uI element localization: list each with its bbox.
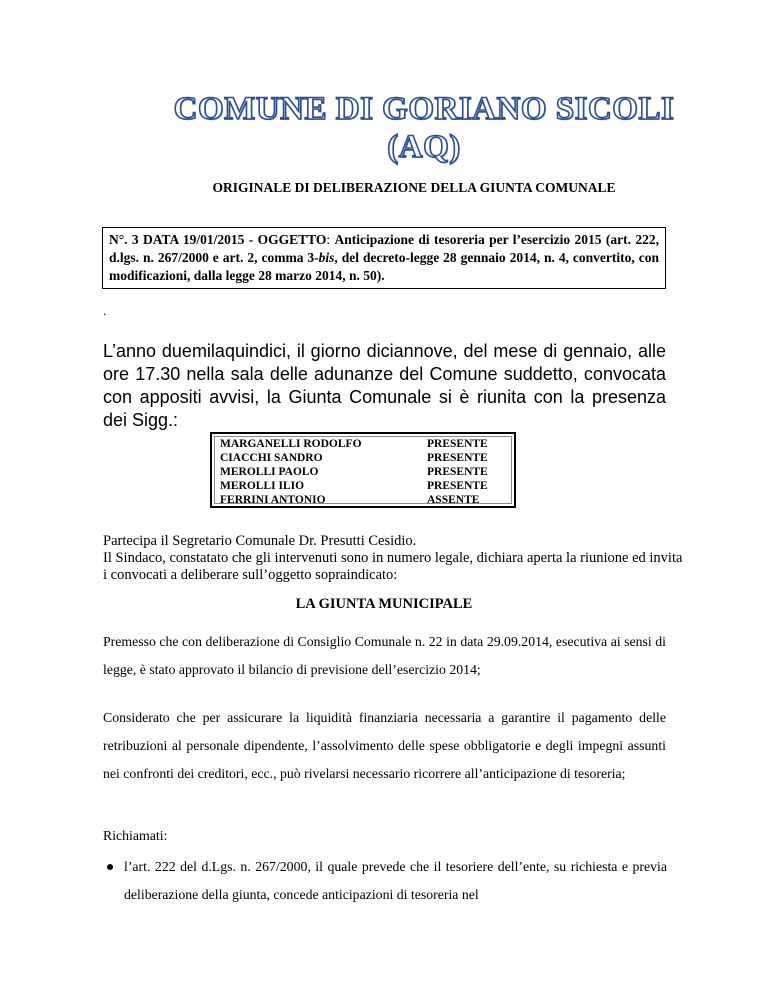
attendee-name: CIACCHI SANDRO: [220, 452, 323, 464]
oggetto-text-bis: bis: [318, 250, 335, 265]
attendee-status: PRESENTE: [427, 480, 488, 492]
attendance-row: [220, 465, 510, 479]
giunta-heading: LA GIUNTA MUNICIPALE: [295, 596, 473, 612]
attendee-name: MEROLLI PAOLO: [220, 466, 319, 478]
attendance-row: [220, 479, 510, 493]
stray-dot: .: [103, 303, 107, 318]
list-item-text: l’art. 222 del d.Lgs. n. 267/2000, il quale prevede che il tesoriere dell’ente, su richiesta e previa deliberazione della giunta, concede anticipazioni di tesoreria nel: [124, 859, 667, 902]
attendee-name: MEROLLI ILIO: [220, 480, 305, 492]
intro-paragraph: L’anno duemilaquindici, il giorno diciannove, del mese di gennaio, alle ore 17.30 nella sala delle adunanze del Comune suddetto, convocata con appositi avvisi, la Giunta Comunale si è riunita con la presenza dei Sigg.:: [103, 341, 666, 430]
attendee-name: MARGANELLI RODOLFO: [220, 438, 362, 450]
document-subtitle: ORIGINALE DI DELIBERAZIONE DELLA GIUNTA COMUNALE: [212, 180, 616, 195]
attendee-status: ASSENTE: [427, 494, 480, 506]
attendee-status: PRESENTE: [427, 438, 488, 450]
segretario-line: Partecipa il Segretario Comunale Dr. Presutti Cesidio.: [103, 533, 417, 549]
attendee-status: PRESENTE: [427, 466, 488, 478]
considerato-paragraph: Considerato che per assicurare la liquidità finanziaria necessaria a garantire il pagamento delle retribuzioni al personale dipendente, l’assolvimento delle spese obbligatorie e degli impegni assunti nei confronti dei creditori, ecc., può rivelarsi necessario ricorrere all’anticipazione di tesoreria;: [103, 710, 666, 781]
attendance-row: [220, 451, 510, 465]
oggetto-text-b: , del decreto-legge 28 gennaio 2014, n. 4, convertito, con modificazioni, dalla legge 28 marzo 2014, n. 50).: [109, 250, 659, 283]
title-line-2: (AQ): [387, 129, 461, 165]
attendance-row: [220, 437, 510, 451]
title-line-1: COMUNE DI GORIANO SICOLI: [173, 91, 675, 127]
attendee-name: FERRINI ANTONIO: [220, 494, 326, 506]
attendee-status: PRESENTE: [427, 452, 488, 464]
municipality-title: [0, 90, 768, 166]
oggetto-box: [102, 227, 666, 289]
bullet-icon: [107, 864, 113, 870]
oggetto-number-date: N°. 3 DATA 19/01/2015 - OGGETTO: [109, 232, 327, 247]
segretario-block: [103, 533, 683, 584]
oggetto-colon: :: [326, 232, 335, 247]
attendance-row: [220, 493, 510, 507]
oggetto-text-a: Anticipazione di tesoreria per l’esercizio 2015 (art. 222, d.lgs. n. 267/2000 e art. 2, comma 3-: [109, 232, 659, 265]
premesso-paragraph: Premesso che con deliberazione di Consiglio Comunale n. 22 in data 29.09.2014, esecutiva ai sensi di legge, è stato approvato il bilancio di previsione dell’esercizio 2014;: [103, 634, 666, 677]
attendance-box: [210, 432, 516, 508]
richiamati-label: Richiamati:: [103, 828, 168, 843]
sindaco-paragraph: Il Sindaco, constatato che gli intervenuti sono in numero legale, dichiara aperta la riunione ed invita i convocati a deliberare sull’oggetto sopraindicato:: [103, 550, 683, 583]
